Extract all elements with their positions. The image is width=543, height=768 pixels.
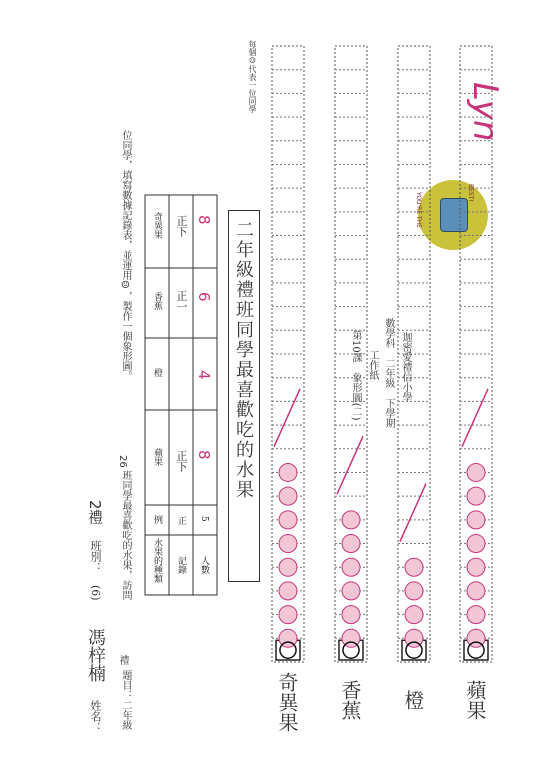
smiley-icon (467, 582, 485, 600)
smiley-icon (467, 511, 485, 529)
question-suffix: 位同學，填寫數據記錄表，並運用☺，製作一個象形圖。 (120, 130, 131, 381)
question-class-fill: 禮 (117, 655, 128, 665)
smiley-icon (342, 606, 360, 624)
pictograph-column-kiwi (272, 46, 304, 662)
table-count-apple: 8 (195, 450, 213, 460)
student-number: (6) (89, 585, 102, 601)
table-row-label-count: 人數 (199, 556, 209, 574)
category-label-apple: 蘋果 (463, 680, 487, 720)
pictograph-column-banana (335, 46, 367, 662)
sheet-type: 工作紙 (367, 350, 378, 380)
smiley-icon (279, 463, 297, 481)
subject-grade-term: 數學科 二年級 下學期 (383, 318, 394, 428)
pictograph-title: 二年級禮班同學最喜歡吃的水果 (233, 220, 254, 500)
question-prefix: 題目：二年級 (120, 670, 131, 730)
table-row-label-record: 記錄 (176, 556, 186, 574)
smiley-icon (467, 487, 485, 505)
smiley-icon (467, 535, 485, 553)
table-record-example: 正 (176, 516, 186, 525)
smiley-icon (279, 487, 297, 505)
smiley-icon (342, 511, 360, 529)
table-record-banana: 正一 (175, 290, 188, 312)
table-header-banana: 香蕉 (152, 292, 162, 310)
table-count-kiwi: 8 (195, 215, 213, 225)
table-header-example: 例 (152, 515, 162, 524)
badge-text-top: YOU'RE THE (415, 192, 422, 228)
smiley-icon (405, 582, 423, 600)
lesson-title: 第10課 象形圖(二) (350, 330, 361, 421)
smiley-icon (405, 606, 423, 624)
class-value: 2禮 (86, 500, 104, 525)
pictograph-column-orange (398, 46, 430, 662)
category-label-orange: 橙 (401, 690, 425, 710)
smiley-icon (405, 558, 423, 576)
category-label-banana: 香蕉 (338, 680, 362, 720)
school-name: 迦密愛禮信小學 (400, 332, 411, 402)
table-count-example: 5 (199, 516, 209, 522)
smiley-icon (279, 511, 297, 529)
smiley-icon (342, 558, 360, 576)
table-header-kiwi: 奇異果 (152, 212, 162, 239)
class-label: 班別： (89, 540, 102, 573)
table-header-apple: 蘋果 (152, 448, 162, 466)
question-mid: 班同學最喜歡吃的水果，訪問 (120, 470, 131, 600)
smiley-icon (467, 463, 485, 481)
smiley-icon (342, 535, 360, 553)
table-record-kiwi: 正下 (175, 215, 188, 237)
student-name: 馮梓楠 (85, 628, 106, 682)
table-header-orange: 橙 (152, 368, 162, 377)
pictograph-legend: 每個☺代表一位同學 (248, 40, 257, 113)
pictograph-column-apple (460, 46, 492, 662)
table-header-type: 水果的種類 (152, 538, 162, 583)
smiley-icon (279, 582, 297, 600)
question-count-fill: 26 (117, 455, 128, 468)
name-label: 姓名： (89, 700, 102, 733)
smiley-icon (279, 606, 297, 624)
badge-text-bottom: BEST! (467, 184, 474, 202)
smiley-icon (279, 535, 297, 553)
table-count-orange: 4 (195, 370, 213, 380)
teacher-mark: Lyn (465, 82, 505, 142)
table-record-apple: 正下 (175, 450, 188, 472)
smiley-icon (467, 558, 485, 576)
smiley-icon (342, 582, 360, 600)
category-label-kiwi: 奇異果 (275, 672, 299, 732)
smiley-icon (279, 558, 297, 576)
table-count-banana: 6 (195, 292, 213, 302)
smiley-icon (467, 606, 485, 624)
